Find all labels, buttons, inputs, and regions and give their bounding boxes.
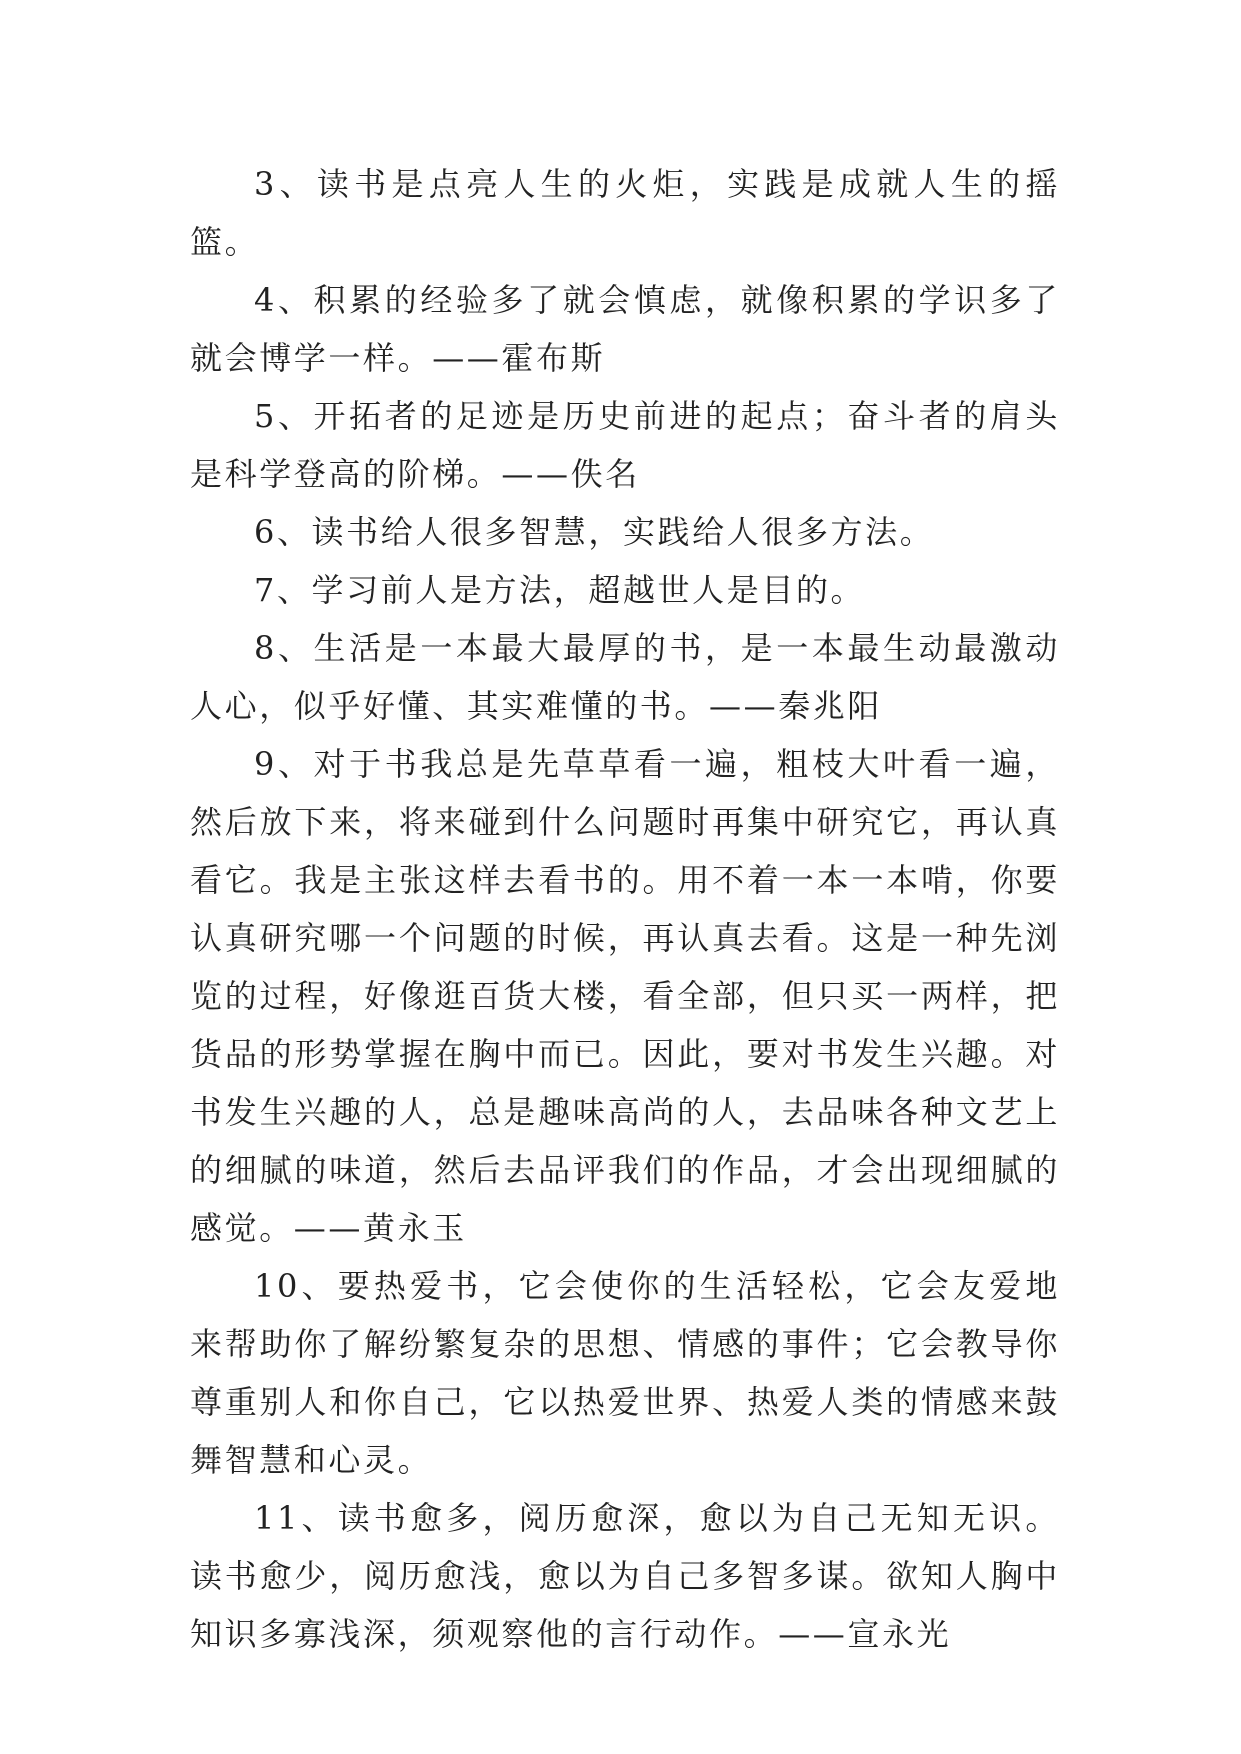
quote-paragraph-11: 11、读书愈多，阅历愈深，愈以为自己无知无识。读书愈少，阅历愈浅，愈以为自己多智多谋。欲知人胸中知识多寡浅深，须观察他的言行动作。——宣永光 [190, 1499, 1060, 1653]
quote-paragraph-5: 5、开拓者的足迹是历史前进的起点；奋斗者的肩头是科学登高的阶梯。——佚名 [190, 397, 1060, 493]
quote-paragraph-4: 4、积累的经验多了就会慎虑，就像积累的学识多了就会博学一样。——霍布斯 [190, 281, 1060, 377]
quote-paragraph-6: 6、读书给人很多智慧，实践给人很多方法。 [254, 513, 935, 551]
quote-paragraph-8: 8、生活是一本最大最厚的书，是一本最生动最激动人心，似乎好懂、其实难懂的书。——秦兆阳 [190, 629, 1060, 725]
quote-paragraph-7: 7、学习前人是方法，超越世人是目的。 [254, 571, 866, 609]
quote-paragraph-10: 10、要热爱书，它会使你的生活轻松，它会友爱地来帮助你了解纷繁复杂的思想、情感的事件；它会教导你尊重别人和你自己，它以热爱世界、热爱人类的情感来鼓舞智慧和心灵。 [190, 1267, 1060, 1479]
document-body [190, 155, 1060, 1663]
quote-paragraph-3: 3、读书是点亮人生的火炬，实践是成就人生的摇篮。 [190, 165, 1060, 261]
quote-paragraph-9: 9、对于书我总是先草草看一遍，粗枝大叶看一遍，然后放下来，将来碰到什么问题时再集中研究它，再认真看它。我是主张这样去看书的。用不着一本一本啃，你要认真研究哪一个问题的时候，再认真去看。这是一种先浏览的过程，好像逛百货大楼，看全部，但只买一两样，把货品的形势掌握在胸中而已。因此，要对书发生兴趣。对书发生兴趣的人，总是趣味高尚的人，去品味各种文艺上的细腻的味道，然后去品评我们的作品，才会出现细腻的感觉。——黄永玉 [190, 745, 1060, 1247]
